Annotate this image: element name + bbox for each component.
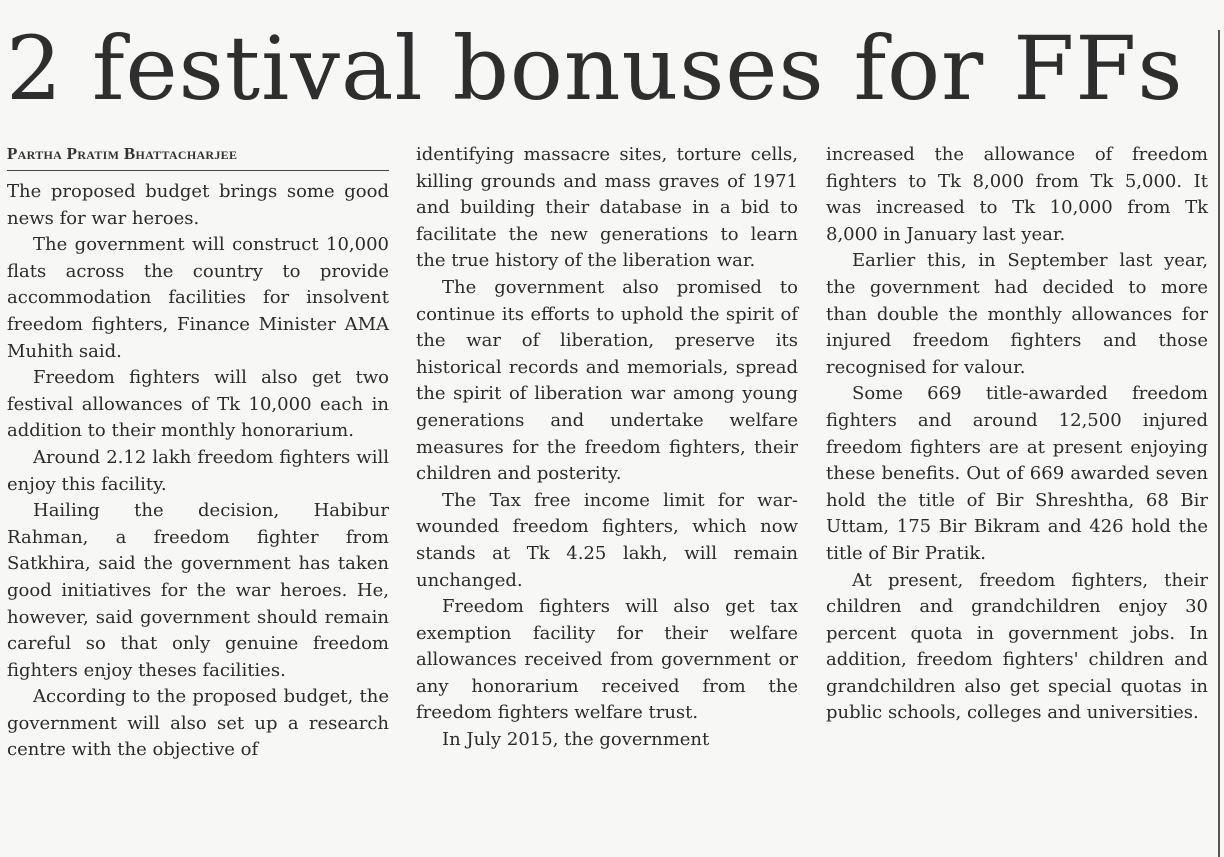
paragraph: The government will construct 10,000 flats across the country to provide accommodation facilities for insolvent freedom fighters, Finance Minister AMA Muhith said. [7,234,389,362]
article-column-2 [416,142,798,754]
paragraph: increased the allowance of freedom fighters to Tk 8,000 from Tk 5,000. It was increased to Tk 10,000 from Tk 8,000 in January last year. [826,144,1208,245]
article-column-1 [7,142,389,764]
byline: Partha Pratim Bhattacharjee [7,142,389,171]
paragraph: At present, freedom fighters, their children and grandchildren enjoy 30 percent quota in government jobs. In addition, freedom fighters' children and grandchildren also get special quotas in public schools, colleges and universities. [826,569,1208,724]
paragraph: According to the proposed budget, the government will also set up a research centre with the objective of [7,686,389,761]
column-rule [1218,30,1220,857]
paragraph: identifying massacre sites, torture cells, killing grounds and mass graves of 1971 and building their database in a bid to facilitate the new generations to learn the true history of the liberation war. [416,144,798,272]
paragraph: Around 2.12 lakh freedom fighters will enjoy this facility. [7,446,389,495]
paragraph: Hailing the decision, Habibur Rahman, a freedom fighter from Satkhira, said the government has taken good initiatives for the war heroes. He, however, said government should remain careful so that only genuine freedom fighters enjoy theses facilities. [7,500,389,681]
paragraph: Freedom fighters will also get tax exemption facility for their welfare allowances received from government or any honorarium received from the freedom fighters welfare trust. [416,596,798,724]
headline: 2 festival bonuses for FFs [6,17,1184,120]
paragraph: The proposed budget brings some good news for war heroes. [7,181,389,229]
paragraph: The government also promised to continue its efforts to uphold the spirit of the war of liberation, preserve its historical records and memorials, spread the spirit of liberation war among young generations and undertake welfare measures for the freedom fighters, their children and posterity. [416,276,798,485]
article-column-3 [826,142,1208,727]
paragraph: Freedom fighters will also get two festival allowances of Tk 10,000 each in addition to their monthly honorarium. [7,367,389,442]
paragraph: In July 2015, the government [442,729,710,751]
paragraph: Some 669 title-awarded freedom fighters and around 12,500 injured freedom fighters are at present enjoying these benefits. Out of 669 awarded seven hold the title of Bir Shreshtha, 68 Bir Uttam, 175 Bir Bikram and 426 hold the title of Bir Pratik. [826,383,1208,564]
paragraph: The Tax free income limit for war-wounded freedom fighters, which now stands at Tk 4.25 lakh, will remain unchanged. [416,489,798,591]
paragraph: Earlier this, in September last year, the government had decided to more than double the monthly allowances for injured freedom fighters and those recognised for valour. [826,250,1208,378]
